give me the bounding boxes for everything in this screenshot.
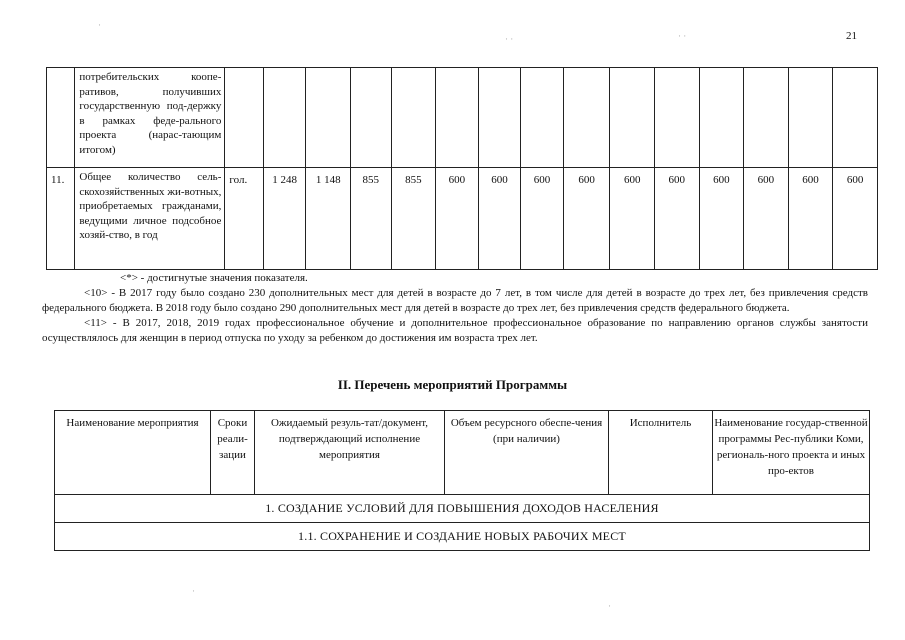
indicator-value: 600 [563,168,610,270]
scan-speck: · [192,586,195,596]
section-heading: II. Перечень мероприятий Программы [337,377,568,392]
scan-speck: · · [678,31,687,41]
footnotes [42,271,868,346]
indicator-value [478,68,521,168]
indicator-unit [225,68,264,168]
indicator-value [263,68,306,168]
indicator-value: 600 [654,168,699,270]
indicator-value [306,68,351,168]
indicator-value [788,68,833,168]
subsection-title: 1.1. СОХРАНЕНИЕ И СОЗДАНИЕ НОВЫХ РАБОЧИХ МЕСТ [55,523,870,551]
column-header: Ожидаемый резуль-тат/документ, подтверждающий исполнение мероприятия [255,411,445,495]
indicator-value: 855 [391,168,436,270]
indicator-value: 600 [436,168,479,270]
scan-speck: · · [505,34,514,44]
indicator-unit: гол. [225,168,264,270]
scan-speck: · [98,20,101,30]
indicator-value [391,68,436,168]
column-header: Наименование государ-ственной программы Рес-публики Коми, региональ-ного проекта и иных про-ектов [713,411,870,495]
indicator-value [744,68,789,168]
indicator-value [833,68,878,168]
indicator-value [654,68,699,168]
page-number: 21 [846,30,857,42]
column-header: Исполнитель [609,411,713,495]
indicator-value [521,68,564,168]
indicator-value: 600 [478,168,521,270]
table-row [47,68,878,168]
indicator-value [610,68,655,168]
row-number: 11. [47,168,75,270]
section-row [55,523,870,551]
footnote: <10> - В 2017 году было создано 230 дополнительных мест для детей в возрасте до 7 лет, в том числе для детей в возрасте до трех лет, без привлечения средств федерального бюджета. В 2018 году было создано 290 дополнительных мест для детей в возрасте до трех лет, без привлечения средств федерального бюджета. [42,287,868,314]
activities-table [54,410,870,551]
section-row [55,495,870,523]
indicator-value: 1 248 [263,168,306,270]
scan-speck: · [608,601,611,611]
indicator-name: Общее количество сель-скохозяйственных жи-вотных, приобретаемых гражданами, ведущими личное подсобное хозяй-ство, в год [75,168,225,270]
row-number [47,68,75,168]
column-header: Объем ресурсного обеспе-чения (при наличии) [445,411,609,495]
indicator-value: 600 [744,168,789,270]
indicators-table [46,67,878,270]
section-title: 1. СОЗДАНИЕ УСЛОВИЙ ДЛЯ ПОВЫШЕНИЯ ДОХОДОВ НАСЕЛЕНИЯ [55,495,870,523]
indicator-value: 600 [521,168,564,270]
indicator-value [699,68,744,168]
indicator-value: 855 [351,168,392,270]
indicator-value [351,68,392,168]
table-header-row [55,411,870,495]
indicator-value: 600 [699,168,744,270]
indicator-value: 1 148 [306,168,351,270]
indicator-value: 600 [610,168,655,270]
table-row [47,168,878,270]
footnote: <*> - достигнутые значения показателя. [120,272,308,284]
footnote: <11> - В 2017, 2018, 2019 годах профессиональное обучение и дополнительное профессиональное образование по направлению органов службы занятости осуществлялось для женщин в период отпуска по уходу за ребенком до достижения им возраста трех лет. [42,317,868,344]
column-header: Наименование мероприятия [55,411,211,495]
indicator-value [436,68,479,168]
indicator-name: потребительских коопе-ративов, получивших государственную под-держку в рамках феде-рального проекта (нарас-тающим итогом) [75,68,225,168]
indicator-value: 600 [788,168,833,270]
indicator-value [563,68,610,168]
column-header: Сроки реали-зации [211,411,255,495]
indicator-value: 600 [833,168,878,270]
